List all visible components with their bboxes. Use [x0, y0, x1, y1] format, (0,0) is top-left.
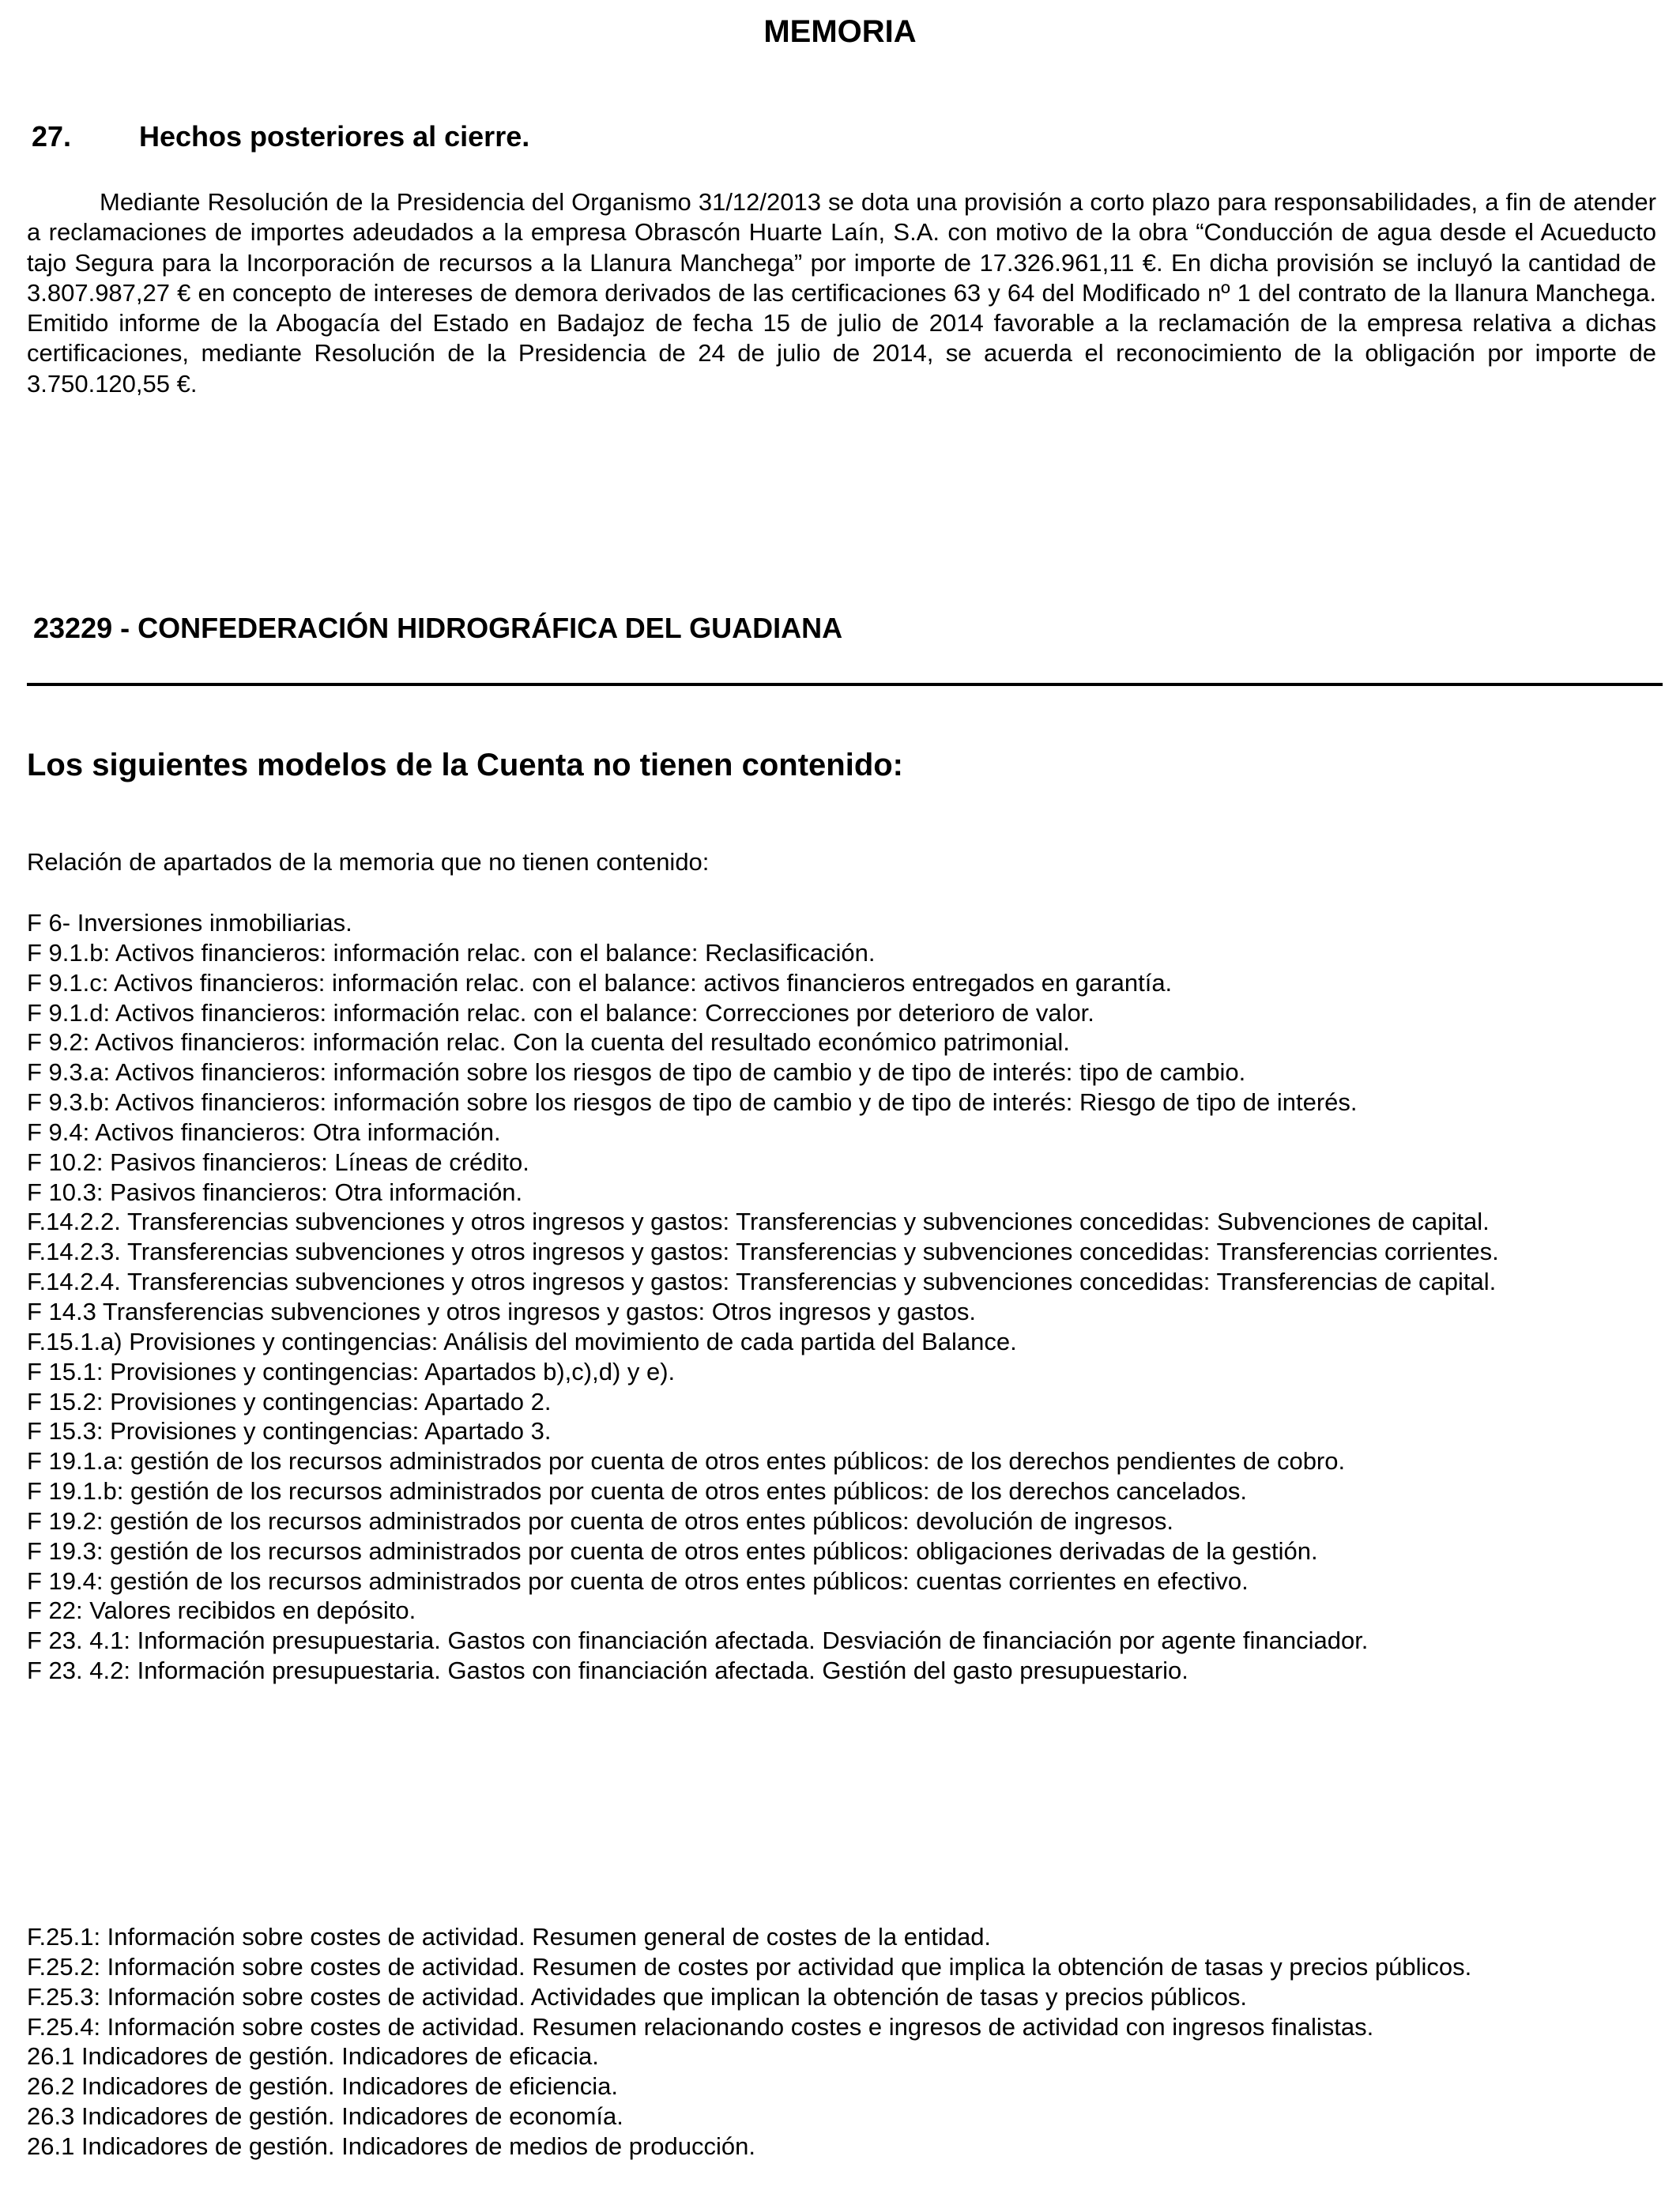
list-item: F.25.4: Información sobre costes de actividad. Resumen relacionando costes e ingresos de actividad con ingresos finalistas. [27, 2012, 1374, 2041]
list-item: F 22: Valores recibidos en depósito. [27, 1596, 416, 1625]
list-item: F 15.3: Provisiones y contingencias: Apartado 3. [27, 1417, 552, 1446]
list-item: F 9.1.d: Activos financieros: información relac. con el balance: Correcciones por deterioro de valor. [27, 998, 1094, 1027]
list-item: F 9.3.b: Activos financieros: información sobre los riesgos de tipo de cambio y de tipo de interés: Riesgo de tipo de interés. [27, 1088, 1358, 1117]
list-item: F 23. 4.1: Información presupuestaria. Gastos con financiación afectada. Desviación de financiación por agente financiador. [27, 1627, 1369, 1655]
empty-sections-list-2 [27, 1922, 1471, 2162]
list-item: F 19.3: gestión de los recursos administrados por cuenta de otros entes públicos: obligaciones derivadas de la gestión. [27, 1536, 1318, 1565]
empty-sections-list-1 [27, 908, 1499, 1686]
list-item: F.14.2.4. Transferencias subvenciones y otros ingresos y gastos: Transferencias y subvenciones concedidas: Transferencias de capital. [27, 1268, 1497, 1296]
list-item: F 9.4: Activos financieros: Otra información. [27, 1118, 501, 1146]
list-item: F 9.2: Activos financieros: información relac. Con la cuenta del resultado económico patrimonial. [27, 1028, 1070, 1057]
list-item: F 9.1.c: Activos financieros: información relac. con el balance: activos financieros entregados en garantía. [27, 968, 1173, 997]
list-item: F.14.2.2. Transferencias subvenciones y otros ingresos y gastos: Transferencias y subvenciones concedidas: Subvenciones de capital. [27, 1208, 1490, 1236]
list-item: F 19.2: gestión de los recursos administrados por cuenta de otros entes públicos: devolución de ingresos. [27, 1506, 1173, 1535]
horizontal-divider [27, 683, 1663, 686]
section-heading [32, 117, 529, 156]
list-item: F.14.2.3. Transferencias subvenciones y otros ingresos y gastos: Transferencias y subvenciones concedidas: Transferencias corrientes. [27, 1238, 1499, 1266]
section-number: 27. [32, 120, 72, 153]
intro-text: Relación de apartados de la memoria que no tienen contenido: [27, 848, 710, 876]
section-title: Hechos posteriores al cierre. [139, 120, 530, 153]
list-item: F 15.2: Provisiones y contingencias: Apartado 2. [27, 1387, 552, 1416]
list-item: 26.1 Indicadores de gestión. Indicadores de medios de producción. [27, 2132, 755, 2160]
list-item: F.15.1.a) Provisiones y contingencias: Análisis del movimiento de cada partida del Balance. [27, 1327, 1017, 1355]
subheading: Los siguientes modelos de la Cuenta no tienen contenido: [27, 748, 904, 782]
list-item: F 19.1.a: gestión de los recursos administrados por cuenta de otros entes públicos: de los derechos pendientes de cobro. [27, 1447, 1346, 1476]
entity-title: 23229 - CONFEDERACIÓN HIDROGRÁFICA DEL GUADIANA [33, 612, 843, 644]
list-item: 26.1 Indicadores de gestión. Indicadores de eficacia. [27, 2042, 599, 2071]
list-item: F 9.1.b: Activos financieros: información relac. con el balance: Reclasificación. [27, 938, 876, 967]
list-item: F.25.3: Información sobre costes de actividad. Actividades que implican la obtención de tasas y precios públicos. [27, 1982, 1247, 2011]
list-item: F 23. 4.2: Información presupuestaria. Gastos con financiación afectada. Gestión del gasto presupuestario. [27, 1657, 1188, 1685]
section-paragraph: Mediante Resolución de la Presidencia del Organismo 31/12/2013 se dota una provisión a corto plazo para responsabilidades, a fin de atender a reclamaciones de importes adeudados a la empresa Obrascón Huarte Laín, S.A. con motivo de la obra “Conducción de agua desde el Acueducto tajo Segura para la Incorporación de recursos a la Llanura Manchega” por importe de 17.326.961,11 €. En dicha provisión se incluyó la cantidad de 3.807.987,27 € en concepto de intereses de demora derivados de las certificaciones 63 y 64 del Modificado nº 1 del contrato de la llanura Manchega. Emitido informe de la Abogacía del Estado en Badajoz de fecha 15 de julio de 2014 favorable a la reclamación de la empresa relativa a dichas certificaciones, mediante Resolución de la Presidencia de 24 de julio de 2014, se acuerda el reconocimiento de la obligación por importe de 3.750.120,55 €. [27, 188, 1656, 398]
list-item: F 19.4: gestión de los recursos administrados por cuenta de otros entes públicos: cuentas corrientes en efectivo. [27, 1566, 1249, 1595]
list-item: F 9.3.a: Activos financieros: información sobre los riesgos de tipo de cambio y de tipo de interés: tipo de cambio. [27, 1058, 1246, 1087]
list-item: F 14.3 Transferencias subvenciones y otros ingresos y gastos: Otros ingresos y gastos. [27, 1297, 976, 1325]
list-item: F.25.2: Información sobre costes de actividad. Resumen de costes por actividad que implica la obtención de tasas y precios públicos. [27, 1952, 1472, 1981]
list-item: F.25.1: Información sobre costes de actividad. Resumen general de costes de la entidad. [27, 1923, 992, 1951]
list-item: F 6- Inversiones inmobiliarias. [27, 909, 352, 937]
list-item: F 10.2: Pasivos financieros: Líneas de crédito. [27, 1148, 529, 1176]
list-item: F 15.1: Provisiones y contingencias: Apartados b),c),d) y e). [27, 1357, 676, 1385]
list-item: F 10.3: Pasivos financieros: Otra información. [27, 1178, 523, 1206]
list-item: F 19.1.b: gestión de los recursos administrados por cuenta de otros entes públicos: de los derechos cancelados. [27, 1477, 1248, 1506]
list-item: 26.3 Indicadores de gestión. Indicadores de economía. [27, 2102, 623, 2131]
list-item: 26.2 Indicadores de gestión. Indicadores de eficiencia. [27, 2072, 618, 2101]
page-title: MEMORIA [763, 14, 917, 49]
